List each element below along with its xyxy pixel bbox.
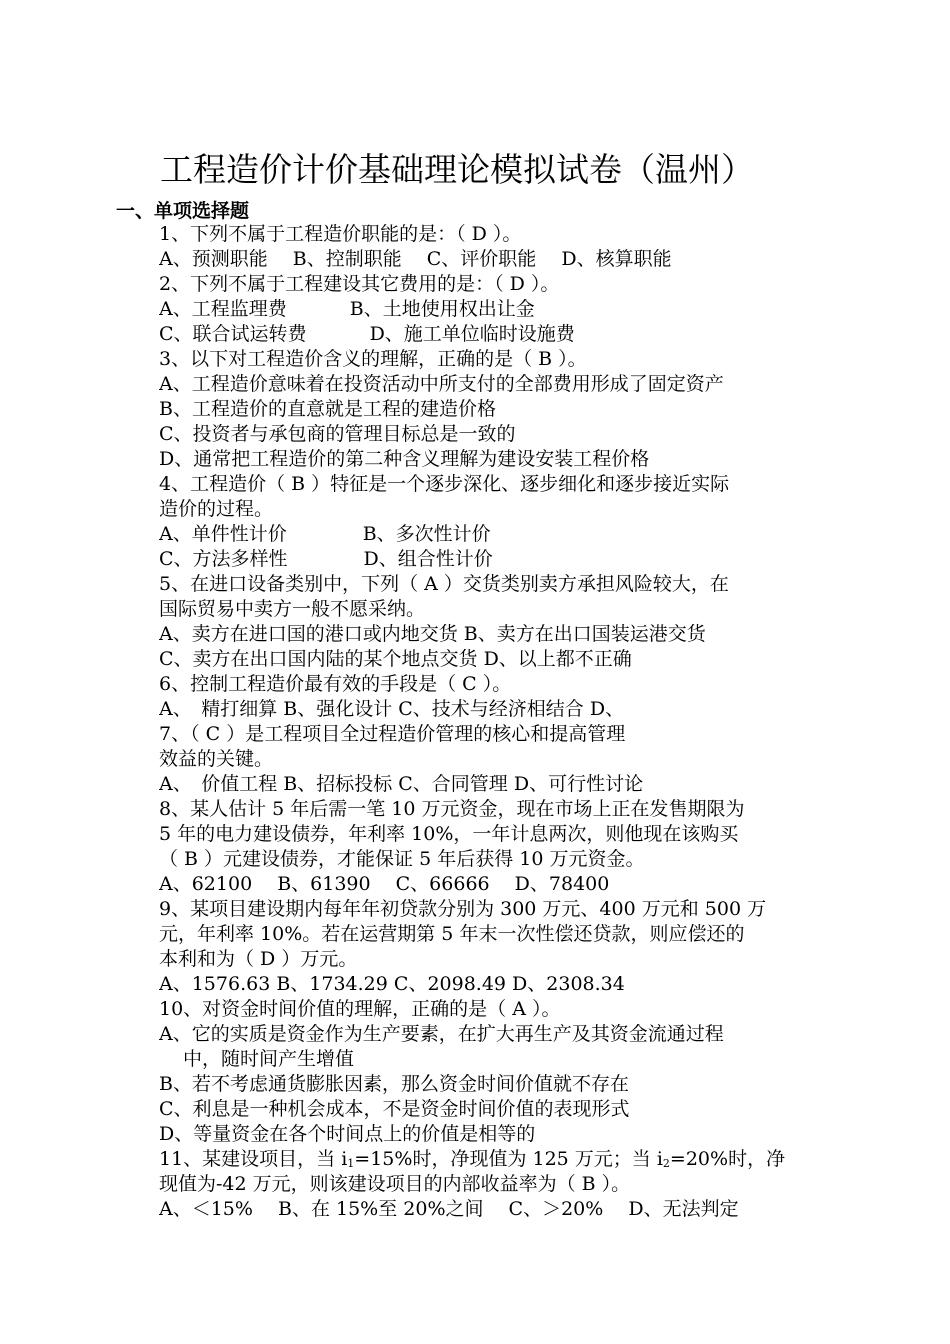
question-line: 本利和为（ D ）万元。: [159, 948, 358, 970]
q11-text-1: 11、某建设项目，当 i: [159, 1148, 348, 1170]
answer-options: A、1576.63 B、1734.29 C、2098.49 D、2308.34: [159, 973, 625, 995]
section-heading: 一、单项选择题: [116, 200, 250, 222]
q11-subscript-2: 2: [662, 1157, 670, 1170]
question-line: 7、（ C ）是工程项目全过程造价管理的核心和提高管理: [159, 723, 626, 745]
answer-option: C、投资者与承包商的管理目标总是一致的: [159, 423, 516, 445]
answer-option: B、工程造价的直意就是工程的建造价格: [159, 398, 496, 420]
answer-option-continued: 中，随时间产生增值: [183, 1048, 355, 1070]
question-line: 5 年的电力建设债券，年利率 10%，一年计息两次，则他现在该购买: [159, 823, 739, 845]
question-line: 5、在进口设备类别中，下列（ A ）交货类别卖方承担风险较大，在: [159, 573, 729, 595]
answer-options: A、工程监理费 B、土地使用权出让金: [159, 298, 535, 320]
answer-option: A、工程造价意味着在投资活动中所支付的全部费用形成了固定资产: [159, 373, 724, 395]
question-line: [159, 1147, 849, 1172]
answer-options: C、方法多样性 D、组合性计价: [159, 548, 493, 570]
question-line: 3、以下对工程造价含义的理解，正确的是（ B ）。: [159, 348, 587, 370]
q11-text-3: =20%时，净: [669, 1148, 786, 1170]
answer-options: A、62100 B、61390 C、66666 D、78400: [159, 873, 610, 895]
question-line: （ B ）元建设债券，才能保证 5 年后获得 10 万元资金。: [159, 848, 645, 870]
question-line: 效益的关键。: [159, 748, 274, 770]
question-line: 2、下列不属于工程建设其它费用的是：（ D ）。: [159, 273, 560, 295]
question-line: 国际贸易中卖方一般不愿采纳。: [159, 598, 426, 620]
answer-option: B、若不考虑通货膨胀因素，那么资金时间价值就不存在: [159, 1073, 629, 1095]
page-title: 工程造价计价基础理论模拟试卷（温州）: [160, 150, 754, 189]
answer-options: C、联合试运转费 D、施工单位临时设施费: [159, 323, 575, 345]
answer-options: C、卖方在出口国内陆的某个地点交货 D、以上都不正确: [159, 648, 632, 670]
question-line: 1、下列不属于工程造价职能的是：（ D ）。: [159, 223, 522, 245]
question-line: 现值为-42 万元，则该建设项目的内部收益率为（ B ）。: [159, 1173, 631, 1195]
question-line: 10、对资金时间价值的理解，正确的是（ A ）。: [159, 998, 561, 1020]
answer-options: A、 价值工程 B、招标投标 C、合同管理 D、可行性讨论: [159, 773, 644, 795]
question-line: 6、控制工程造价最有效的手段是（ C ）。: [159, 673, 512, 695]
answer-options: A、卖方在进口国的港口或内地交货 B、卖方在出口国装运港交货: [159, 623, 706, 645]
answer-options: A、＜15% B、在 15%至 20%之间 C、＞20% D、无法判定: [159, 1198, 739, 1220]
answer-options: A、单件性计价 B、多次性计价: [159, 523, 491, 545]
question-line: 9、某项目建设期内每年年初贷款分别为 300 万元、400 万元和 500 万: [159, 898, 767, 920]
q11-text-2: =15%时，净现值为 125 万元；当 i: [354, 1148, 663, 1170]
question-line: 造价的过程。: [159, 498, 274, 520]
answer-option: C、利息是一种机会成本，不是资金时间价值的表现形式: [159, 1098, 630, 1120]
question-list: [159, 222, 849, 1222]
answer-options: A、预测职能 B、控制职能 C、评价职能 D、核算职能: [159, 248, 672, 270]
question-line: 4、工程造价（ B ）特征是一个逐步深化、逐步细化和逐步接近实际: [159, 473, 730, 495]
answer-option: A、它的实质是资金作为生产要素，在扩大再生产及其资金流通过程: [159, 1023, 724, 1045]
answer-option: D、等量资金在各个时间点上的价值是相等的: [159, 1123, 536, 1145]
answer-option: D、通常把工程造价的第二种含义理解为建设安装工程价格: [159, 448, 650, 470]
q11-subscript-1: 1: [347, 1157, 355, 1170]
answer-options: A、 精打细算 B、强化设计 C、技术与经济相结合 D、: [159, 698, 625, 720]
question-line: 8、某人估计 5 年后需一笔 10 万元资金，现在市场上正在发售期限为: [159, 798, 745, 820]
question-line: 元，年利率 10%。若在运营期第 5 年末一次性偿还贷款，则应偿还的: [159, 923, 745, 945]
